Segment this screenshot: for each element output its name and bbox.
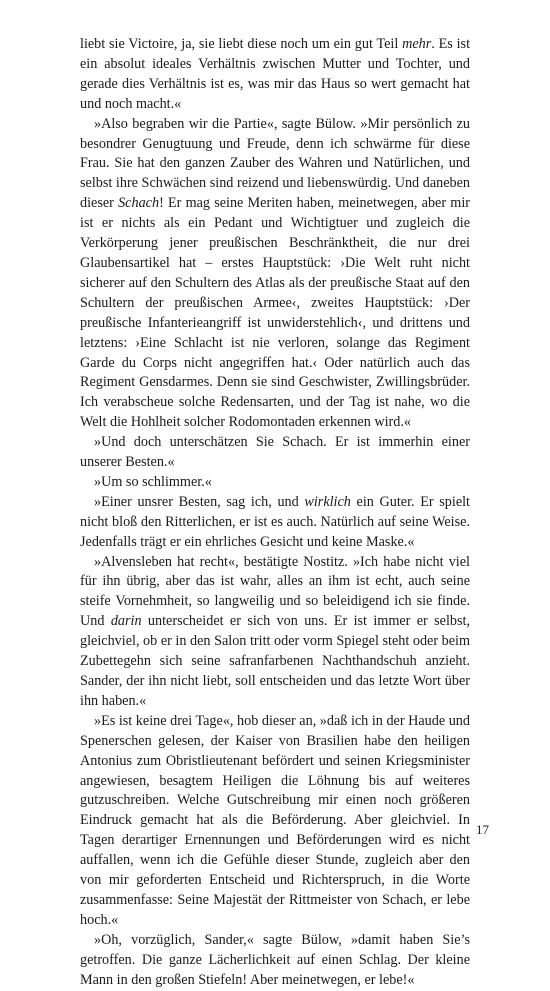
text-run: liebt sie Victoire, ja, sie liebt diese noch um ein gut Teil (80, 36, 403, 52)
text-run: »Es ist keine drei Tage«, hob dieser an, »daß ich in der Haude und Spenerschen gelesen, der Kaiser von Brasilien habe den heiligen Antonius zum Obristlieutenant befördert und seinen Kriegsminister angewiesen, besagtem Heiligen die Löhnung bis auf weiteres gutzuschreiben. Welche Gutschreibung mir einen noch größeren Eindruck gemacht hat als die Beförderung. Aber gleichviel. In Tagen derartiger Ernennungen und Beförderungen wird es nicht auffallen, wenn ich die Gefühle dieser Stunde, zugleich aber den von mir geforderten Entscheid und Richterspruch, in die Worte zusammenfasse: Seine Majestät der Rittmeister von Schach, er lebe hoch.« (80, 712, 470, 928)
text-run: ! Er mag seine Meriten haben, meinetwegen, aber mir ist er nichts als ein Pedant und Wichtigtuer und zugleich die Verkörperung jener preußischen Beschränktheit, die nur drei Glaubensartikel hat – erstes Hauptstück: ›Die Welt ruht nicht sicherer auf den Schultern des Atlas als der preußische Staat auf den Schultern der preußischen Armee‹, zweites Hauptstück: ›Der preußische Infanterieangriff ist unwiderstehlich‹, und drittens und letztens: ›Eine Schlacht ist nie verloren, solange das Regiment Garde du Corps nicht angegriffen hat.‹ Oder natürlich auch das Regiment Gensdarmes. Denn sie sind Geschwister, Zwillingsbrüder. Ich verabscheue solche Redensarten, und der Tag ist nahe, wo die Welt die Hohlheit solcher Rodomontaden erkennen wird.« (80, 195, 470, 431)
text-run: unterscheidet er sich von uns. Er ist immer er selbst, gleichviel, ob er in den Salon tritt oder vorm Spiegel steht oder beim Zubettegehn sich seine safranfarbenen Nachthandschuh anzieht. Sander, der ihn nicht liebt, soll entscheiden und das letzte Wort über ihn haben.« (80, 613, 471, 709)
paragraph (80, 35, 470, 115)
text-run: . Es ist ein absolut ideales Verhältnis zwischen Mutter und Tochter, und gerade dies Verhältnis ist es, was mir das Haus so wert gemacht hat und noch macht.« (80, 36, 471, 112)
emphasis: darin (110, 613, 142, 630)
paragraph (80, 115, 470, 434)
paragraph (80, 473, 470, 493)
emphasis: Schach (118, 195, 160, 212)
page-number: 17 (476, 822, 489, 837)
paragraph (80, 433, 470, 473)
text-run: ein Guter. Er spielt nicht bloß den Ritterlichen, er ist es auch. Natürlich auf seine Weise. Jedenfalls trägt er ein ehrliches Gesicht und keine Maske.« (80, 493, 470, 550)
paragraph (80, 931, 470, 991)
emphasis: mehr (402, 36, 432, 52)
paragraph (80, 493, 470, 553)
emphasis: wirklich (304, 493, 351, 510)
text-run: »Um so schlimmer.« (94, 473, 212, 490)
text-run: »Und doch unterschätzen Sie Schach. Er ist immerhin einer unserer Besten.« (80, 434, 470, 471)
body-text (80, 35, 470, 991)
paragraph (80, 553, 470, 712)
paragraph (80, 712, 470, 931)
text-run: »Einer unsrer Besten, sag ich, und (94, 493, 305, 510)
text-run: »Alvensleben hat recht«, bestätigte Nostitz. »Ich habe nicht viel für ihn übrig, aber das ist wahr, alles an ihm ist echt, auch seine steife Vornehmheit, so langweilig und so beleidigend ich sie finde. Und (80, 553, 470, 630)
text-run: »Also begraben wir die Partie«, sagte Bülow. »Mir persönlich zu besondrer Genugtuung und Freude, denn ich schwärme für diese Frau. Sie hat den ganzen Zauber des Wahren und Natürlichen, und selbst ihre Schwächen sind reizend und liebenswürdig. Und daneben dieser (80, 115, 470, 212)
text-run: »Oh, vorzüglich, Sander,« sagte Bülow, »damit haben Sie’s getroffen. Die ganze Lächerlichkeit auf einen Schlag. Der kleine Mann in den großen Stiefeln! Aber meinetwegen, er lebe!« (80, 931, 470, 988)
